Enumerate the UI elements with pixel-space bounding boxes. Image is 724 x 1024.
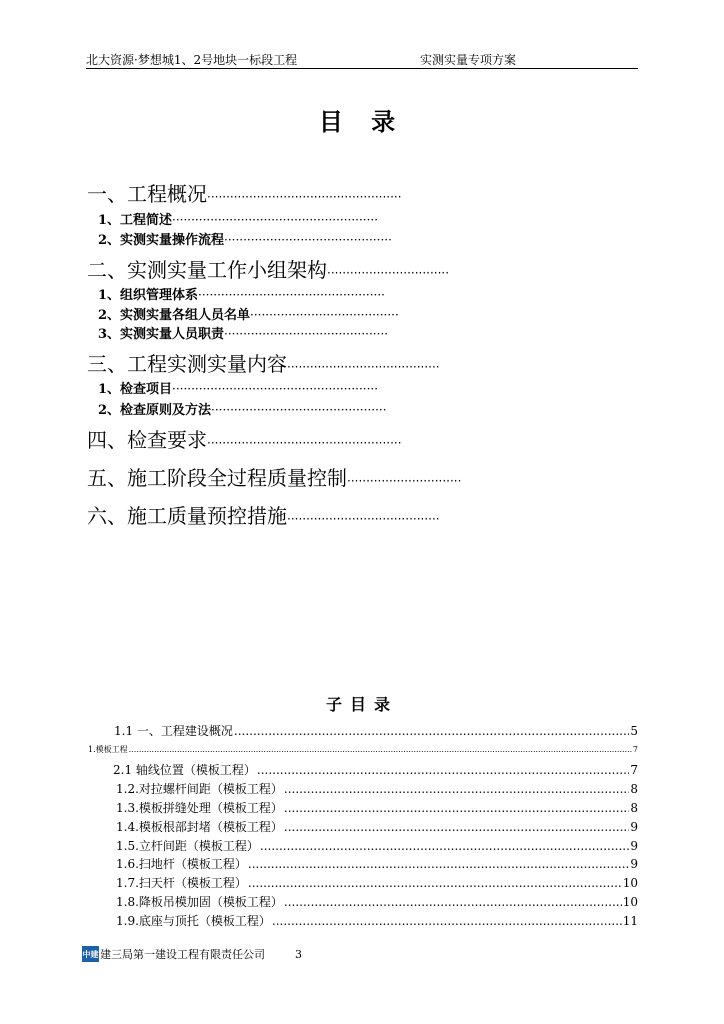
sub-toc-label: 1.5.立杆间距（模板工程） — [116, 839, 259, 853]
sub-toc-item[interactable] — [116, 912, 638, 929]
toc-leader: ································ — [327, 266, 450, 280]
sub-toc-page: 11 — [622, 914, 638, 928]
sub-toc-item[interactable] — [88, 744, 638, 755]
footer-company-name: 建三局第一建设工程有限责任公司 — [100, 948, 265, 961]
toc-item-2[interactable] — [87, 254, 449, 283]
sub-toc-page: 10 — [622, 876, 638, 890]
sub-toc-leader — [284, 820, 629, 834]
toc-item-2-3[interactable] — [98, 323, 388, 342]
sub-toc-leader — [284, 782, 629, 796]
toc-leader: ······················································ — [172, 382, 379, 396]
toc-item-label: 2、实测实量操作流程 — [98, 233, 225, 248]
sub-toc-leader — [248, 857, 629, 871]
sub-toc-item[interactable] — [116, 818, 638, 835]
toc-item-3-1[interactable] — [98, 378, 378, 397]
sub-toc-item[interactable] — [113, 761, 638, 778]
toc-item-label: 3、实测实量人员职责 — [98, 327, 225, 342]
toc-item-6[interactable] — [87, 500, 440, 529]
sub-toc-label: 1.9.底座与顶托（模板工程） — [116, 914, 271, 928]
sub-toc-leader — [234, 724, 629, 738]
company-logo-icon: 中建 — [82, 946, 99, 962]
toc-item-label: 1、检查项目 — [98, 382, 173, 397]
toc-item-label: 四、检查要求 — [87, 428, 207, 452]
toc-item-label: 六、施工质量预控措施 — [87, 504, 287, 528]
sub-toc-page: 9 — [630, 839, 638, 853]
toc-item-label: 1、组织管理体系 — [98, 288, 199, 303]
toc-item-label: 五、施工阶段全过程质量控制 — [87, 466, 347, 490]
sub-toc-page: 9 — [630, 857, 638, 871]
sub-toc-leader — [284, 895, 622, 909]
sub-toc-label: 2.1 轴线位置（模板工程） — [113, 763, 256, 777]
sub-toc-label: 1.模板工程 — [88, 745, 128, 754]
sub-toc-page: 8 — [630, 782, 638, 796]
sub-toc-item[interactable] — [116, 893, 638, 910]
sub-toc-label: 1.1 一、工程建设概况 — [114, 724, 233, 738]
toc-item-2-2[interactable] — [98, 304, 399, 323]
toc-item-1-2[interactable] — [98, 229, 392, 248]
sub-toc-page: 7 — [630, 763, 638, 777]
toc-leader: ················································· — [198, 288, 385, 302]
header-project-name: 北大资源·梦想城1、2号地块一标段工程 — [86, 53, 298, 67]
footer-page-number: 3 — [295, 947, 302, 961]
sub-toc-page: 7 — [632, 745, 638, 754]
toc-leader: ········································ — [287, 360, 440, 374]
toc-leader: ········································ — [287, 512, 440, 526]
page-header — [86, 51, 638, 69]
toc-item-label: 2、检查原则及方法 — [98, 403, 212, 418]
page-footer — [82, 946, 302, 962]
toc-item-1-1[interactable] — [98, 209, 378, 228]
sub-toc-item[interactable] — [114, 722, 638, 739]
sub-toc-label: 1.6.扫地杆（模板工程） — [116, 857, 247, 871]
sub-toc-label: 1.8.降板吊模加固（模板工程） — [116, 895, 283, 909]
sub-toc-item[interactable] — [116, 855, 638, 872]
toc-item-label: 三、工程实测实量内容 — [87, 352, 287, 376]
sub-toc-leader — [129, 745, 632, 754]
page-title: 目 录 — [318, 108, 406, 136]
sub-toc-page: 5 — [630, 724, 638, 738]
toc-item-label: 二、实测实量工作小组架构 — [87, 258, 327, 282]
toc-leader: ··················································· — [207, 190, 402, 204]
toc-item-label: 一、工程概况 — [87, 182, 207, 206]
sub-toc-leader — [272, 914, 622, 928]
sub-toc-item[interactable] — [116, 874, 638, 891]
toc-leader: ······························ — [347, 474, 462, 488]
toc-leader: ··················································· — [207, 436, 402, 450]
toc-item-label: 1、工程简述 — [98, 213, 173, 228]
sub-toc-label: 1.3.模板拼缝处理（模板工程） — [116, 801, 283, 815]
sub-toc-item[interactable] — [116, 799, 638, 816]
toc-item-2-1[interactable] — [98, 284, 385, 303]
toc-leader: ······································· — [250, 308, 399, 322]
sub-toc-leader — [257, 763, 629, 777]
sub-toc-page: 8 — [630, 801, 638, 815]
toc-leader: ··········································· — [224, 327, 389, 341]
toc-leader: ············································ — [224, 233, 392, 247]
sub-toc-leader — [284, 801, 629, 815]
header-document-name: 实测实量专项方案 — [420, 53, 517, 67]
sub-toc-label: 1.2.对拉螺杆间距（模板工程） — [116, 782, 283, 796]
sub-toc-page: 10 — [622, 895, 638, 909]
toc-item-1[interactable] — [87, 178, 402, 207]
sub-toc-label: 1.7.扫天杆（模板工程） — [116, 876, 247, 890]
sub-toc-label: 1.4.模板根部封堵（模板工程） — [116, 820, 283, 834]
toc-item-3[interactable] — [87, 348, 440, 377]
sub-toc-page: 9 — [630, 820, 638, 834]
toc-leader: ·············································· — [211, 403, 387, 417]
toc-leader: ······················································ — [172, 213, 379, 227]
toc-item-5[interactable] — [87, 462, 461, 491]
sub-toc-leader — [248, 876, 622, 890]
toc-item-label: 2、实测实量各组人员名单 — [98, 308, 251, 323]
toc-item-4[interactable] — [87, 424, 402, 453]
sub-toc-title: 子目录 — [325, 695, 398, 714]
sub-toc-item[interactable] — [116, 837, 638, 854]
sub-toc-leader — [260, 839, 629, 853]
toc-item-3-2[interactable] — [98, 399, 387, 418]
sub-toc-item[interactable] — [116, 780, 638, 797]
